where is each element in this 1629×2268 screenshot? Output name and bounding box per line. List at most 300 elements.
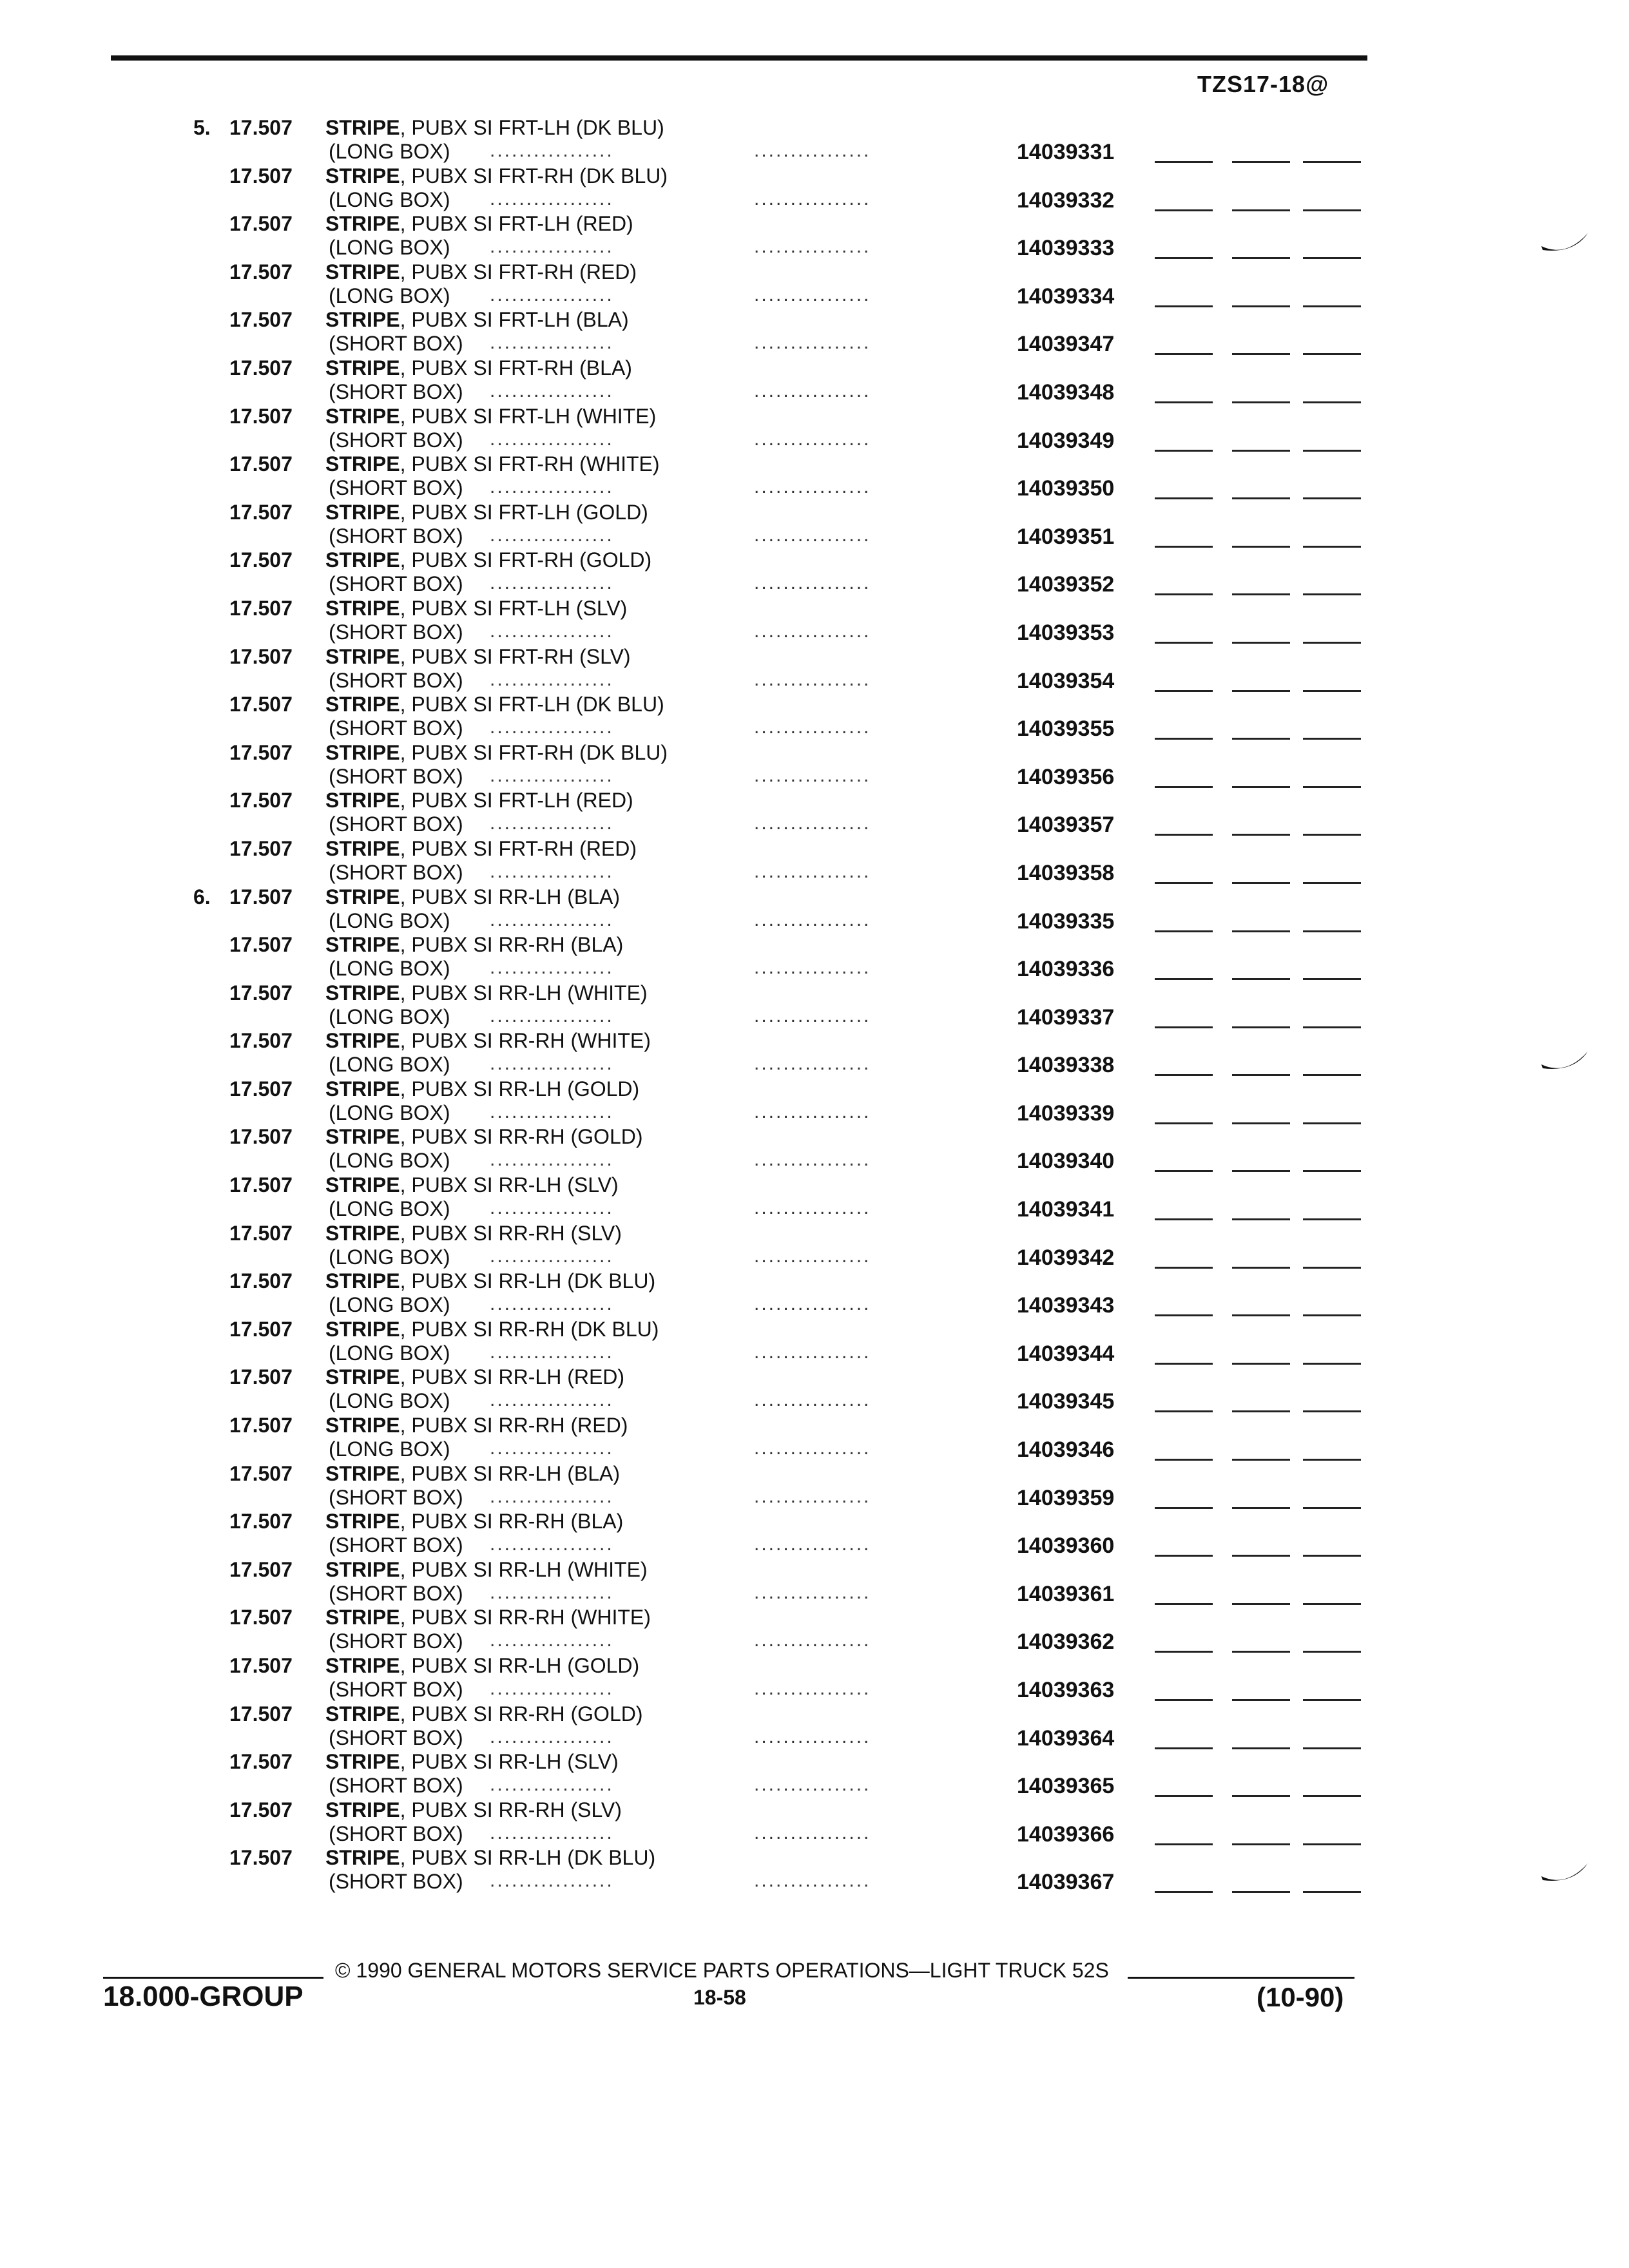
fill-in-blank [1303,353,1361,355]
part-number: 14039343 [1017,1293,1115,1318]
part-number: 14039336 [1017,957,1115,982]
dot-leader: ................. [490,1533,614,1555]
group-number: 17.507 [229,1077,293,1100]
part-entry [0,1365,1629,1414]
part-entry [0,164,1629,213]
part-number: 14039348 [1017,380,1115,405]
fill-in-blank [1155,1795,1213,1797]
dot-leader: ................ [754,428,871,450]
fill-in-blank [1232,1699,1290,1701]
dot-leader: ................ [754,524,871,546]
part-entry [0,933,1629,981]
dot-leader: ................. [490,1774,614,1796]
part-name: STRIPE [325,1077,400,1100]
fill-in-blank [1303,1795,1361,1797]
binder-tab-mark-icon [1540,1044,1592,1082]
box-type: (SHORT BOX) [329,1678,463,1701]
part-description [325,1414,628,1437]
dot-leader: ................ [754,1821,871,1843]
footer-rule-right [1128,1977,1354,1979]
box-type: (SHORT BOX) [329,476,463,500]
group-number: 17.507 [229,885,293,908]
part-entry [0,1077,1629,1126]
fill-in-blank [1303,1410,1361,1412]
part-entry [0,1269,1629,1318]
part-name: STRIPE [325,500,400,524]
fill-in-blank [1155,1218,1213,1220]
part-number: 14039334 [1017,284,1115,309]
fill-in-blank [1303,930,1361,932]
box-type: (SHORT BOX) [329,1870,463,1894]
group-number: 17.507 [229,212,293,236]
group-number: 17.507 [229,500,293,524]
fill-in-blank [1303,690,1361,692]
part-number: 14039346 [1017,1437,1115,1463]
fill-in-blank [1232,1603,1290,1605]
fill-in-blank [1303,450,1361,452]
part-spec: , PUBX SI RR-LH (WHITE) [400,1557,648,1581]
part-description [325,741,668,765]
dot-leader: ................. [490,668,614,690]
dot-leader: ................ [754,957,871,979]
fill-in-blank [1155,305,1213,307]
fill-in-blank [1232,1651,1290,1653]
dot-leader: ................ [754,716,871,738]
part-number: 14039357 [1017,812,1115,838]
box-type: (SHORT BOX) [329,1629,463,1653]
part-description [325,164,668,188]
group-number: 17.507 [229,308,293,332]
box-type: (LONG BOX) [329,1053,450,1077]
box-type: (SHORT BOX) [329,428,463,452]
part-spec: , PUBX SI RR-RH (RED) [400,1414,628,1437]
dot-leader: ................ [754,1629,871,1651]
part-number: 14039362 [1017,1629,1115,1655]
part-name: STRIPE [325,452,400,476]
part-spec: , PUBX SI FRT-RH (DK BLU) [400,164,668,187]
part-name: STRIPE [325,1125,400,1149]
box-type: (LONG BOX) [329,1293,450,1317]
group-number: 17.507 [229,1846,293,1870]
part-entry [0,405,1629,453]
box-type: (SHORT BOX) [329,860,463,884]
fill-in-blank [1232,209,1290,211]
part-name: STRIPE [325,1461,400,1485]
fill-in-blank [1303,161,1361,163]
part-description [325,1558,648,1582]
fill-in-blank [1155,1314,1213,1316]
part-spec: , PUBX SI RR-RH (GOLD) [400,1125,643,1149]
fill-in-blank [1155,786,1213,788]
part-spec: , PUBX SI FRT-RH (SLV) [400,644,631,668]
part-entry [0,452,1629,501]
fill-in-blank [1303,257,1361,259]
part-description [325,1077,639,1101]
fill-in-blank [1155,1651,1213,1653]
fill-in-blank [1155,978,1213,980]
part-name: STRIPE [325,404,400,428]
group-number: 17.507 [229,404,293,428]
fill-in-blank [1232,738,1290,740]
part-spec: , PUBX SI RR-LH (SLV) [400,1750,619,1774]
part-name: STRIPE [325,1510,400,1533]
part-description [325,1365,624,1389]
fill-in-blank [1303,1026,1361,1028]
part-entry [0,885,1629,934]
part-entry [0,1558,1629,1606]
part-spec: , PUBX SI RR-LH (WHITE) [400,981,648,1004]
box-type: (LONG BOX) [329,236,450,260]
part-number: 14039361 [1017,1581,1115,1606]
group-number: 17.507 [229,693,293,716]
binder-tab-mark-icon [1540,1856,1592,1894]
box-type: (SHORT BOX) [329,1725,463,1749]
part-name: STRIPE [325,836,400,860]
fill-in-blank [1303,1555,1361,1557]
part-number: 14039359 [1017,1485,1115,1510]
box-type: (LONG BOX) [329,1197,450,1221]
fill-in-blank [1303,305,1361,307]
part-spec: , PUBX SI RR-LH (SLV) [400,1173,619,1197]
fill-in-blank [1155,353,1213,355]
part-name: STRIPE [325,164,400,187]
part-number: 14039356 [1017,764,1115,789]
group-number: 17.507 [229,1750,293,1774]
fill-in-blank [1303,1267,1361,1269]
part-spec: , PUBX SI FRT-LH (RED) [400,212,633,236]
part-name: STRIPE [325,1173,400,1197]
box-type: (SHORT BOX) [329,812,463,836]
dot-leader: ................ [754,1725,871,1747]
part-spec: , PUBX SI RR-LH (GOLD) [400,1077,640,1100]
box-type: (SHORT BOX) [329,572,463,596]
fill-in-blank [1232,401,1290,403]
part-spec: , PUBX SI RR-RH (BLA) [400,933,624,957]
fill-in-blank [1232,1363,1290,1365]
part-description [325,1173,619,1197]
fill-in-blank [1303,1891,1361,1893]
dot-leader: ................ [754,620,871,642]
fill-in-blank [1232,1843,1290,1845]
box-type: (LONG BOX) [329,1341,450,1365]
part-spec: , PUBX SI RR-RH (GOLD) [400,1702,643,1725]
fill-in-blank [1155,1459,1213,1461]
part-name: STRIPE [325,740,400,764]
group-number: 17.507 [229,356,293,380]
fill-in-blank [1303,1074,1361,1076]
part-name: STRIPE [325,260,400,284]
fill-in-blank [1155,1747,1213,1749]
dot-leader: ................ [754,1774,871,1796]
dot-leader: ................. [490,1678,614,1699]
part-number: 14039349 [1017,428,1115,453]
fill-in-blank [1303,497,1361,499]
group-number: 17.507 [229,452,293,476]
item-ref-number: 6. [193,885,211,908]
part-entry [0,1846,1629,1894]
dot-leader: ................ [754,1004,871,1026]
part-spec: , PUBX SI FRT-RH (RED) [400,836,637,860]
group-number: 17.507 [229,981,293,1004]
dot-leader: ................. [490,1245,614,1267]
part-spec: , PUBX SI RR-LH (GOLD) [400,1654,640,1677]
dot-leader: ................. [490,380,614,401]
dot-leader: ................. [490,236,614,258]
fill-in-blank [1303,1218,1361,1220]
fill-in-blank [1155,1507,1213,1509]
part-description [325,1222,622,1245]
copyright-notice: © 1990 GENERAL MOTORS SERVICE PARTS OPERATIONS—LIGHT TRUCK 52S [335,1959,1109,1982]
part-description [325,1318,659,1341]
fill-in-blank [1303,1603,1361,1605]
dot-leader: ................ [754,908,871,930]
box-type: (SHORT BOX) [329,1821,463,1845]
part-name: STRIPE [325,1606,400,1629]
dot-leader: ................ [754,1437,871,1459]
fill-in-blank [1155,593,1213,595]
part-number: 14039341 [1017,1197,1115,1222]
box-type: (SHORT BOX) [329,1774,463,1798]
group-number: 17.507 [229,1798,293,1821]
dot-leader: ................ [754,1149,871,1171]
part-description [325,1029,651,1053]
fill-in-blank [1303,786,1361,788]
box-type: (SHORT BOX) [329,332,463,356]
part-entry [0,356,1629,405]
part-number: 14039355 [1017,716,1115,742]
dot-leader: ................. [490,1870,614,1892]
group-number: 17.507 [229,740,293,764]
group-number: 17.507 [229,116,293,139]
fill-in-blank [1155,1074,1213,1076]
part-spec: , PUBX SI FRT-RH (RED) [400,260,637,284]
fill-in-blank [1232,1218,1290,1220]
fill-in-blank [1232,497,1290,499]
group-number: 17.507 [229,933,293,957]
fill-in-blank [1155,690,1213,692]
box-type: (LONG BOX) [329,957,450,981]
part-name: STRIPE [325,1317,400,1341]
dot-leader: ................. [490,1437,614,1459]
part-entry [0,1173,1629,1222]
dot-leader: ................ [754,1197,871,1219]
fill-in-blank [1155,209,1213,211]
part-number: 14039367 [1017,1870,1115,1895]
dot-leader: ................ [754,236,871,258]
group-number: 17.507 [229,164,293,187]
part-number: 14039354 [1017,668,1115,693]
part-description [325,1702,643,1726]
part-description [325,693,664,716]
date-code: (10-90) [1257,1982,1344,2012]
part-name: STRIPE [325,212,400,236]
part-name: STRIPE [325,1557,400,1581]
dot-leader: ................ [754,476,871,498]
box-type: (LONG BOX) [329,284,450,307]
part-number: 14039335 [1017,908,1115,934]
fill-in-blank [1155,546,1213,548]
part-spec: , PUBX SI FRT-LH (WHITE) [400,404,657,428]
fill-in-blank [1303,1507,1361,1509]
part-name: STRIPE [325,644,400,668]
part-description [325,981,648,1005]
group-label: 18.000-GROUP [103,1981,304,2012]
part-spec: , PUBX SI FRT-LH (GOLD) [400,500,648,524]
dot-leader: ................. [490,284,614,305]
dot-leader: ................ [754,1870,871,1892]
fill-in-blank [1303,593,1361,595]
part-entry [0,1654,1629,1702]
part-name: STRIPE [325,308,400,332]
dot-leader: ................. [490,476,614,498]
fill-in-blank [1155,1699,1213,1701]
parts-list [0,116,1629,1894]
group-number: 17.507 [229,1414,293,1437]
part-description [325,212,633,236]
fill-in-blank [1232,257,1290,259]
fill-in-blank [1155,1843,1213,1845]
box-type: (SHORT BOX) [329,1581,463,1605]
part-name: STRIPE [325,1221,400,1245]
part-description [325,356,632,380]
part-entry [0,1462,1629,1510]
fill-in-blank [1155,738,1213,740]
fill-in-blank [1232,305,1290,307]
part-spec: , PUBX SI RR-RH (SLV) [400,1221,622,1245]
part-entry [0,501,1629,549]
part-description [325,405,656,428]
dot-leader: ................. [490,860,614,882]
fill-in-blank [1155,1026,1213,1028]
part-number: 14039363 [1017,1678,1115,1702]
dot-leader: ................ [754,1533,871,1555]
part-entry [0,741,1629,789]
group-number: 17.507 [229,260,293,284]
part-entry [0,308,1629,356]
part-spec: , PUBX SI RR-LH (BLA) [400,1461,620,1485]
page-code: TZS17-18@ [1197,71,1329,97]
part-entry [0,260,1629,309]
dot-leader: ................. [490,1629,614,1651]
part-description [325,1510,623,1533]
dot-leader: ................ [754,1581,871,1603]
part-entry [0,1750,1629,1798]
part-entry [0,1606,1629,1654]
fill-in-blank [1303,1170,1361,1172]
part-name: STRIPE [325,1654,400,1677]
box-type: (LONG BOX) [329,1100,450,1124]
part-description [325,260,637,284]
group-number: 17.507 [229,1702,293,1725]
dot-leader: ................. [490,1821,614,1843]
dot-leader: ................ [754,1389,871,1411]
dot-leader: ................ [754,1485,871,1507]
fill-in-blank [1303,209,1361,211]
part-spec: , PUBX SI FRT-LH (BLA) [400,308,629,332]
footer-rule-left [103,1977,323,1979]
part-entry [0,981,1629,1030]
part-entry [0,837,1629,885]
part-description [325,1750,619,1774]
group-number: 17.507 [229,1173,293,1197]
part-number: 14039338 [1017,1053,1115,1078]
fill-in-blank [1232,642,1290,644]
group-number: 17.507 [229,548,293,572]
part-entry [0,693,1629,741]
part-number: 14039364 [1017,1725,1115,1751]
part-entry [0,1318,1629,1366]
part-entry [0,548,1629,597]
group-number: 17.507 [229,1557,293,1581]
dot-leader: ................ [754,812,871,834]
part-description [325,308,629,332]
group-number: 17.507 [229,1029,293,1053]
dot-leader: ................ [754,187,871,209]
dot-leader: ................ [754,1293,871,1315]
part-name: STRIPE [325,885,400,908]
dot-leader: ................ [754,1053,871,1075]
part-description [325,452,660,476]
fill-in-blank [1232,1122,1290,1124]
box-type: (LONG BOX) [329,908,450,932]
part-entry [0,1798,1629,1847]
dot-leader: ................. [490,764,614,786]
dot-leader: ................ [754,140,871,161]
part-description [325,1125,643,1149]
part-entry [0,1222,1629,1270]
fill-in-blank [1232,1314,1290,1316]
dot-leader: ................ [754,860,871,882]
fill-in-blank [1155,1267,1213,1269]
dot-leader: ................ [754,1245,871,1267]
part-entry [0,789,1629,837]
dot-leader: ................ [754,380,871,401]
part-entry [0,1702,1629,1751]
fill-in-blank [1232,1074,1290,1076]
part-number: 14039351 [1017,524,1115,549]
fill-in-blank [1303,1459,1361,1461]
box-type: (LONG BOX) [329,1437,450,1461]
fill-in-blank [1232,930,1290,932]
dot-leader: ................. [490,187,614,209]
part-description [325,597,627,620]
group-number: 17.507 [229,644,293,668]
part-name: STRIPE [325,1269,400,1293]
part-entry [0,212,1629,260]
part-description [325,837,637,861]
box-type: (SHORT BOX) [329,524,463,548]
fill-in-blank [1232,1267,1290,1269]
dot-leader: ................ [754,1341,871,1363]
part-number: 14039340 [1017,1149,1115,1174]
fill-in-blank [1155,930,1213,932]
fill-in-blank [1303,401,1361,403]
dot-leader: ................. [490,812,614,834]
part-name: STRIPE [325,1798,400,1821]
part-description [325,1654,639,1678]
fill-in-blank [1303,1363,1361,1365]
fill-in-blank [1155,834,1213,836]
fill-in-blank [1155,401,1213,403]
box-type: (SHORT BOX) [329,716,463,740]
fill-in-blank [1303,1747,1361,1749]
part-spec: , PUBX SI RR-LH (DK BLU) [400,1269,656,1293]
part-description [325,1846,655,1870]
fill-in-blank [1232,1410,1290,1412]
fill-in-blank [1232,161,1290,163]
part-spec: , PUBX SI RR-LH (BLA) [400,885,620,908]
dot-leader: ................. [490,620,614,642]
